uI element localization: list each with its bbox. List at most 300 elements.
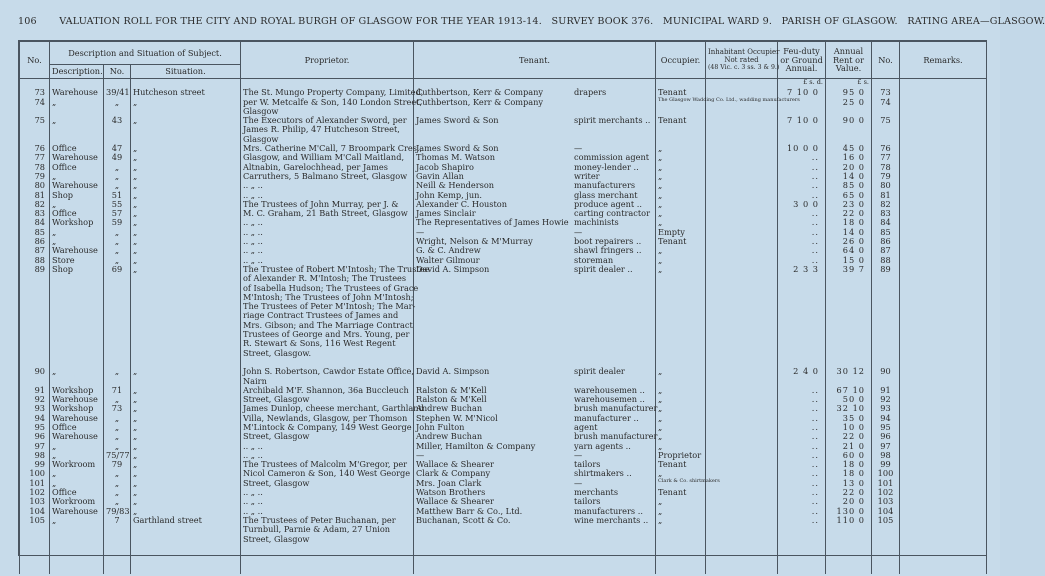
- row-annual-rent: 22 0: [826, 209, 872, 218]
- row-tenant: [414, 330, 656, 339]
- table-row: [20, 284, 987, 293]
- feu-line-1: Feu-duty: [783, 46, 820, 57]
- tenant-trade: merchants: [574, 487, 619, 498]
- tenant-trade: boot repairers ..: [574, 236, 642, 247]
- row-occupier: [656, 293, 706, 302]
- row-remarks: [900, 479, 987, 488]
- row-street-number: 79: [104, 460, 131, 469]
- row-situation: [131, 525, 241, 534]
- row-feu-duty: ..: [778, 469, 826, 478]
- row-number-right: [872, 274, 900, 283]
- row-remarks: [900, 507, 987, 516]
- row-inhabitant: [706, 497, 778, 506]
- row-occupier: [656, 246, 706, 255]
- col-header-situation: Situation.: [131, 65, 241, 79]
- row-number-right: 94: [872, 414, 900, 423]
- row-remarks: [900, 200, 987, 209]
- occupier-text: Tenant: [658, 459, 687, 470]
- occupier-text: „: [658, 431, 663, 442]
- tenant-name: Wallace & Shearer: [416, 459, 494, 470]
- row-feu-duty: ..: [778, 237, 826, 246]
- row-annual-rent: 95 0: [826, 88, 872, 97]
- row-inhabitant: [706, 246, 778, 255]
- table-row: [20, 321, 987, 330]
- row-situation: [131, 377, 241, 386]
- row-street-number: 39/41: [104, 88, 131, 97]
- row-situation: [131, 107, 241, 116]
- row-proprietor: Mrs. Catherine M'Call, 7 Broompark Cres.,: [241, 144, 414, 153]
- row-situation: [131, 339, 241, 348]
- row-proprietor: Street, Glasgow: [241, 432, 414, 441]
- filler-cell: [50, 544, 104, 574]
- row-number-right: 86: [872, 237, 900, 246]
- row-number: [20, 339, 50, 348]
- row-annual-rent: 65 0: [826, 191, 872, 200]
- row-annual-rent: 32 10: [826, 404, 872, 413]
- row-occupier: [656, 507, 706, 516]
- row-feu-duty: ..: [778, 172, 826, 181]
- table-row: [20, 469, 987, 478]
- table-row: [20, 265, 987, 274]
- row-situation: „: [131, 200, 241, 209]
- row-number: [20, 274, 50, 283]
- occupier-text: „: [658, 245, 663, 256]
- row-description: Office: [50, 163, 104, 172]
- row-number: 94: [20, 414, 50, 423]
- filler-cell: [706, 544, 778, 574]
- row-description: „: [50, 116, 104, 125]
- row-annual-rent: [826, 349, 872, 358]
- table-filler-row: [20, 544, 987, 574]
- row-proprietor: R. Stewart & Sons, 116 West Regent: [241, 339, 414, 348]
- row-tenant: [414, 442, 656, 451]
- row-number-right: 92: [872, 395, 900, 404]
- row-number: 88: [20, 256, 50, 265]
- rating-area: RATING AREA—GLASGOW.: [907, 16, 1045, 27]
- row-occupier: [656, 181, 706, 190]
- row-annual-rent: 18 0: [826, 460, 872, 469]
- row-proprietor: .. „ ..: [241, 228, 414, 237]
- row-occupier: [656, 284, 706, 293]
- row-occupier: [656, 172, 706, 181]
- row-occupier: [656, 191, 706, 200]
- row-tenant: [414, 293, 656, 302]
- table-row: [20, 451, 987, 460]
- row-feu-duty: ..: [778, 153, 826, 162]
- row-remarks: [900, 442, 987, 451]
- row-number: [20, 321, 50, 330]
- tenant-name: Mrs. Joan Clark: [416, 477, 482, 488]
- row-description: Warehouse: [50, 414, 104, 423]
- tenant-name: Ralston & M'Kell: [416, 394, 487, 405]
- row-feu-duty: ..: [778, 404, 826, 413]
- row-occupier: [656, 153, 706, 162]
- row-remarks: [900, 321, 987, 330]
- row-number-right: [872, 330, 900, 339]
- row-occupier: [656, 96, 800, 107]
- row-inhabitant: [706, 116, 778, 125]
- ledger-rows: [20, 79, 987, 574]
- row-remarks: [900, 488, 987, 497]
- table-row: [20, 525, 987, 534]
- tenant-name: John Fulton: [416, 421, 465, 432]
- row-inhabitant: [706, 451, 778, 460]
- row-number-right: 78: [872, 163, 900, 172]
- row-street-number: „: [104, 228, 131, 237]
- tenant-name: Miller, Hamilton & Company: [416, 440, 536, 451]
- row-feu-duty: [778, 311, 826, 320]
- row-inhabitant: [706, 321, 778, 330]
- tenant-trade: —: [574, 449, 583, 460]
- tenant-trade: money-lender ..: [574, 161, 639, 172]
- row-street-number: 7: [104, 516, 131, 525]
- row-description: Office: [50, 209, 104, 218]
- row-description: [50, 330, 104, 339]
- row-remarks: [900, 414, 987, 423]
- row-feu-duty: ..: [778, 395, 826, 404]
- row-annual-rent: [826, 321, 872, 330]
- row-number-right: 82: [872, 200, 900, 209]
- row-number-right: 100: [872, 469, 900, 478]
- row-number: 86: [20, 237, 50, 246]
- row-remarks: [900, 172, 987, 181]
- row-street-number: „: [104, 256, 131, 265]
- row-proprietor: Nicol Cameron & Son, 140 West George: [241, 469, 414, 478]
- tenant-name: James Sword & Son: [416, 143, 499, 154]
- row-street-number: 57: [104, 209, 131, 218]
- row-street-number: „: [104, 246, 131, 255]
- row-situation: „: [131, 488, 241, 497]
- row-occupier: [656, 395, 706, 404]
- row-street-number: „: [104, 395, 131, 404]
- row-occupier: [656, 237, 706, 246]
- row-situation: „: [131, 228, 241, 237]
- filler-cell: [20, 544, 50, 574]
- occupier-text: „: [658, 514, 663, 525]
- occupier-text: „: [658, 403, 663, 414]
- col-header-remarks: Remarks.: [900, 42, 987, 79]
- row-inhabitant: [706, 535, 778, 544]
- row-number: 100: [20, 469, 50, 478]
- row-number: 92: [20, 395, 50, 404]
- row-occupier: [656, 386, 706, 395]
- row-description: [50, 125, 104, 134]
- row-street-number: „: [104, 237, 131, 246]
- row-annual-rent: 13 0: [826, 479, 872, 488]
- tenant-name: Wright, Nelson & M'Murray: [416, 236, 533, 247]
- row-remarks: [900, 218, 987, 227]
- row-number-right: 96: [872, 432, 900, 441]
- row-inhabitant: [706, 386, 778, 395]
- row-number-right: 85: [872, 228, 900, 237]
- tenant-name: The Representatives of James Howie: [416, 217, 569, 228]
- row-annual-rent: 26 0: [826, 237, 872, 246]
- row-annual-rent: 16 0: [826, 153, 872, 162]
- tenant-name: Jacob Shapiro: [416, 161, 474, 172]
- filler-cell: [778, 544, 826, 574]
- tenant-name: Wallace & Shearer: [416, 496, 494, 507]
- row-inhabitant: [706, 525, 778, 534]
- row-proprietor: .. „ ..: [241, 218, 414, 227]
- occupier-text: „: [658, 254, 663, 265]
- row-inhabitant: [706, 284, 778, 293]
- table-row: [20, 460, 987, 469]
- row-proprietor: riage Contract Trustees of James and: [241, 311, 414, 320]
- row-street-number: [104, 302, 131, 311]
- row-inhabitant: [706, 135, 778, 144]
- table-row: [20, 339, 987, 348]
- row-number: 104: [20, 507, 50, 516]
- tenant-name: Cuthbertson, Kerr & Company: [416, 87, 544, 98]
- table-row: [20, 256, 987, 265]
- row-remarks: [900, 209, 987, 218]
- row-street-number: „: [104, 469, 131, 478]
- row-situation: [131, 293, 241, 302]
- col-header-description: Description.: [50, 65, 104, 79]
- row-description: „: [50, 172, 104, 181]
- row-annual-rent: 110 0: [826, 516, 872, 525]
- tenant-name: Alexander C. Houston: [416, 198, 507, 209]
- row-annual-rent: 85 0: [826, 181, 872, 190]
- row-tenant: [414, 339, 656, 348]
- row-situation: „: [131, 414, 241, 423]
- row-street-number: 47: [104, 144, 131, 153]
- row-number-right: [872, 349, 900, 358]
- row-inhabitant: [706, 442, 778, 451]
- tenant-name: David A. Simpson: [416, 263, 490, 274]
- row-occupier: [656, 488, 706, 497]
- row-feu-duty: ..: [778, 507, 826, 516]
- row-description: [50, 321, 104, 330]
- tenant-trade: manufacturers: [574, 180, 636, 191]
- row-inhabitant: [706, 191, 778, 200]
- row-remarks: [900, 311, 987, 320]
- tenant-trade: machinists: [574, 217, 619, 228]
- row-inhabitant: [706, 311, 778, 320]
- row-occupier: [656, 135, 706, 144]
- row-description: Workshop: [50, 218, 104, 227]
- row-number-right: 93: [872, 404, 900, 413]
- row-street-number: „: [104, 423, 131, 432]
- row-feu-duty: ..: [778, 256, 826, 265]
- row-occupier: [656, 414, 706, 423]
- row-remarks: [900, 181, 987, 190]
- occupier-text: „: [658, 208, 663, 219]
- row-annual-rent: [826, 311, 872, 320]
- row-inhabitant: [706, 293, 778, 302]
- row-remarks: [900, 404, 987, 413]
- row-inhabitant: [706, 172, 778, 181]
- row-occupier: [656, 339, 706, 348]
- row-annual-rent: [826, 293, 872, 302]
- row-description: Warehouse: [50, 246, 104, 255]
- row-feu-duty: [778, 125, 826, 134]
- table-row: [20, 181, 987, 190]
- row-feu-duty: 7 10 0: [778, 116, 826, 125]
- filler-cell: [241, 544, 414, 574]
- tenant-trade: storeman: [574, 254, 614, 265]
- row-occupier: [656, 349, 706, 358]
- table-row: [20, 404, 987, 413]
- row-street-number: 59: [104, 218, 131, 227]
- row-occupier: [656, 200, 706, 209]
- tenant-trade: produce agent ..: [574, 198, 642, 209]
- row-feu-duty: 7 10 0: [778, 88, 826, 97]
- row-tenant: [414, 321, 656, 330]
- row-street-number: „: [104, 98, 131, 107]
- row-proprietor: Villa, Newlands, Glasgow, per Thomson: [241, 414, 414, 423]
- row-proprietor: .. „ ..: [241, 497, 414, 506]
- row-proprietor: Glasgow, and William M'Call Maitland,: [241, 153, 414, 162]
- tenant-name: Andrew Buchan: [416, 403, 483, 414]
- row-situation: „: [131, 404, 241, 413]
- table-row: [20, 135, 987, 144]
- row-remarks: [900, 377, 987, 386]
- row-feu-duty: ..: [778, 228, 826, 237]
- row-number: 78: [20, 163, 50, 172]
- row-situation: Garthland street: [131, 516, 241, 525]
- row-proprietor: Street, Glasgow: [241, 479, 414, 488]
- row-description: Workshop: [50, 404, 104, 413]
- tenant-name: James Sword & Son: [416, 115, 499, 126]
- row-feu-duty: [778, 321, 826, 330]
- row-tenant: [414, 302, 656, 311]
- row-street-number: [104, 525, 131, 534]
- row-number-right: 80: [872, 181, 900, 190]
- row-situation: [131, 284, 241, 293]
- row-occupier: [656, 163, 706, 172]
- row-situation: „: [131, 507, 241, 516]
- tenant-name: G. & C. Andrew: [416, 245, 481, 256]
- table-row: [20, 293, 987, 302]
- col-header-feu-duty: [778, 42, 826, 79]
- tenant-name: Stephen W. M'Nicol: [416, 412, 498, 423]
- row-occupier: [656, 497, 706, 506]
- row-description: „: [50, 442, 104, 451]
- row-situation: „: [131, 209, 241, 218]
- row-description: [50, 358, 104, 367]
- row-feu-duty: ..: [778, 432, 826, 441]
- row-street-number: [104, 311, 131, 320]
- row-description: [50, 311, 104, 320]
- row-number-right: 75: [872, 116, 900, 125]
- occupier-text: Proprietor: [658, 449, 702, 460]
- occupier-text: Clark & Co. shirtmakers: [658, 477, 720, 484]
- row-proprietor: .. „ ..: [241, 246, 414, 255]
- row-street-number: [104, 284, 131, 293]
- occupier-text: „: [658, 143, 663, 154]
- row-remarks: [900, 163, 987, 172]
- tenant-name: Watson Brothers: [416, 487, 486, 498]
- row-remarks: [900, 237, 987, 246]
- row-tenant: [414, 274, 656, 283]
- row-annual-rent: 21 0: [826, 442, 872, 451]
- row-proprietor: Archibald M'F. Shannon, 36a Buccleuch: [241, 386, 414, 395]
- row-remarks: [900, 284, 987, 293]
- tenant-name: Cuthbertson, Kerr & Company: [416, 96, 544, 107]
- inhabitant-line-2: Not rated: [724, 56, 759, 64]
- row-occupier: [656, 404, 706, 413]
- row-annual-rent: [826, 339, 872, 348]
- filler-cell: [131, 544, 241, 574]
- tenant-name: Andrew Buchan: [416, 431, 483, 442]
- row-number: 105: [20, 516, 50, 525]
- row-proprietor: Street, Glasgow: [241, 535, 414, 544]
- feu-line-2: or Ground: [780, 54, 823, 65]
- row-street-number: „: [104, 432, 131, 441]
- row-annual-rent: 18 0: [826, 218, 872, 227]
- col-header-description-group: Description and Situation of Subject.: [50, 42, 241, 65]
- tenant-trade: agent: [574, 421, 598, 432]
- row-occupier: [656, 516, 706, 525]
- occupier-text: „: [658, 180, 663, 191]
- row-proprietor: Mrs. Gibson; and The Marriage Contract: [241, 321, 414, 330]
- row-inhabitant: [706, 488, 778, 497]
- row-proprietor: .. „ ..: [241, 181, 414, 190]
- occupier-text: „: [658, 170, 663, 181]
- tenant-name: Gavin Allan: [416, 170, 464, 181]
- row-remarks: [900, 274, 987, 283]
- row-occupier: [656, 116, 706, 125]
- row-occupier: [656, 144, 706, 153]
- row-description: „: [50, 469, 104, 478]
- row-inhabitant: [706, 423, 778, 432]
- tenant-trade: carting contractor: [574, 208, 650, 219]
- row-number: [20, 349, 50, 358]
- row-feu-duty: ..: [778, 497, 826, 506]
- row-street-number: „: [104, 181, 131, 190]
- row-description: Warehouse: [50, 181, 104, 190]
- row-proprietor: Turnbull, Parnie & Adam, 27 Union: [241, 525, 414, 534]
- row-situation: „: [131, 144, 241, 153]
- row-street-number: [104, 330, 131, 339]
- table-row: [20, 163, 987, 172]
- row-street-number: „: [104, 163, 131, 172]
- row-occupier: [656, 330, 706, 339]
- col-header-proprietor: Proprietor.: [241, 42, 414, 79]
- rent-line-2: Rent or: [832, 54, 865, 65]
- row-proprietor: of Isabella Hudson; The Trustees of Grace: [241, 284, 414, 293]
- row-feu-duty: 2 3 3: [778, 265, 826, 274]
- row-situation: „: [131, 191, 241, 200]
- row-number-right: 102: [872, 488, 900, 497]
- row-number: 80: [20, 181, 50, 190]
- row-annual-rent: 67 10: [826, 386, 872, 395]
- row-number-right: [872, 125, 900, 134]
- row-proprietor: The Trustees of Peter Buchanan, per: [241, 516, 414, 525]
- tenant-name: Clark & Company: [416, 468, 491, 479]
- filler-cell: [826, 544, 872, 574]
- row-number: 83: [20, 209, 50, 218]
- roll-title: VALUATION ROLL FOR THE CITY AND ROYAL BURGH OF GLASGOW FOR THE YEAR 1913-14.: [59, 16, 542, 27]
- row-proprietor: Carruthers, 5 Balmano Street, Glasgow: [241, 172, 414, 181]
- tenant-name: —: [416, 449, 425, 460]
- row-street-number: 49: [104, 153, 131, 162]
- row-number-right: 98: [872, 451, 900, 460]
- row-situation: Hutcheson street: [131, 88, 241, 97]
- row-description: [50, 535, 104, 544]
- row-inhabitant: [706, 330, 778, 339]
- row-remarks: [900, 153, 987, 162]
- row-number-right: 79: [872, 172, 900, 181]
- row-feu-duty: ..: [778, 163, 826, 172]
- table-row: [20, 116, 987, 125]
- row-street-number: [104, 274, 131, 283]
- row-feu-duty: 3 0 0: [778, 200, 826, 209]
- filler-cell: [872, 544, 900, 574]
- tenant-trade: —: [574, 477, 583, 488]
- occupier-text: Tenant: [658, 236, 687, 247]
